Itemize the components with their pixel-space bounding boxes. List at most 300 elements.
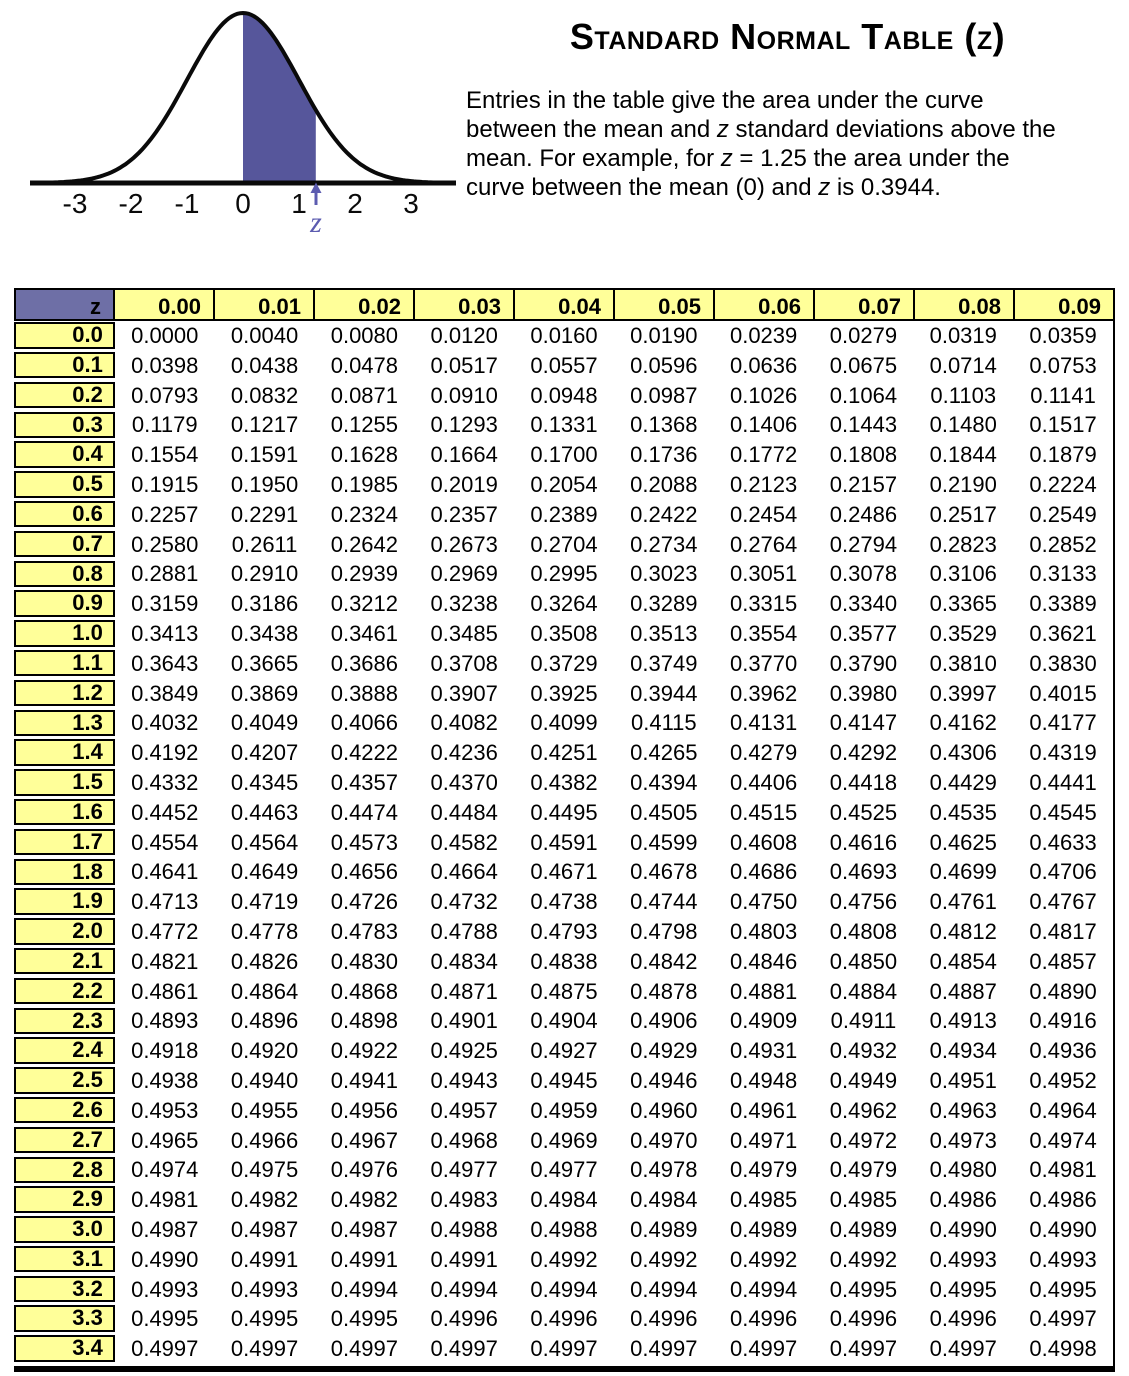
row-header: 2.4 — [14, 1037, 115, 1064]
data-cell: 0.4963 — [929, 1097, 997, 1123]
col-header: 0.08 — [915, 288, 1015, 321]
data-cell: 0.1217 — [230, 412, 299, 438]
data-cell: 0.3962 — [729, 680, 798, 706]
data-cell: 0.4977 — [430, 1157, 498, 1183]
table-row — [14, 947, 1113, 977]
data-cell: 0.4976 — [330, 1157, 399, 1183]
data-cell: 0.0517 — [430, 352, 498, 378]
data-cell: 0.2704 — [530, 531, 598, 557]
data-cell: 0.3529 — [929, 620, 997, 646]
data-cell: 0.4345 — [230, 769, 299, 795]
data-cell: 0.4474 — [330, 799, 399, 825]
data-cell: 0.4997 — [530, 1336, 598, 1362]
data-cell: 0.4846 — [729, 948, 798, 974]
data-cell: 0.4990 — [131, 1246, 199, 1272]
data-cell: 0.4066 — [330, 710, 399, 736]
data-cell: 0.4918 — [131, 1038, 199, 1064]
table-row — [14, 1275, 1113, 1305]
data-cell: 0.2190 — [929, 471, 997, 497]
data-cell: 0.4979 — [729, 1157, 798, 1183]
data-cell: 0.3729 — [530, 650, 598, 676]
data-cell: 0.2580 — [131, 531, 199, 557]
data-cell: 0.4984 — [530, 1187, 598, 1213]
data-cell: 0.4656 — [330, 859, 399, 885]
data-cell: 0.4817 — [1029, 918, 1097, 944]
data-cell: 0.4943 — [430, 1067, 498, 1093]
data-cell: 0.4996 — [929, 1306, 997, 1332]
table-row — [14, 559, 1113, 589]
data-cell: 0.4991 — [330, 1246, 399, 1272]
data-cell: 0.4929 — [630, 1038, 698, 1064]
table-row — [14, 1066, 1113, 1096]
data-cell: 0.4525 — [829, 799, 898, 825]
data-cell: 0.4236 — [430, 740, 498, 766]
data-cell: 0.4984 — [630, 1187, 698, 1213]
data-cell: 0.4861 — [131, 978, 199, 1004]
data-cell: 0.4931 — [729, 1038, 798, 1064]
data-cell: 0.4726 — [330, 889, 399, 915]
data-cell: 0.4842 — [630, 948, 698, 974]
data-cell: 0.1443 — [829, 412, 898, 438]
table-row — [14, 351, 1113, 381]
col-header: 0.09 — [1015, 288, 1115, 321]
z-pointer — [309, 183, 322, 239]
data-cell: 0.2673 — [430, 531, 498, 557]
data-cell: 0.4864 — [230, 978, 299, 1004]
row-header: 2.3 — [14, 1008, 115, 1035]
table-row — [14, 857, 1113, 887]
data-cell: 0.4162 — [929, 710, 997, 736]
data-cell: 0.4990 — [1029, 1216, 1097, 1242]
table-row — [14, 708, 1113, 738]
data-cell: 0.4960 — [630, 1097, 698, 1123]
table-row — [14, 619, 1113, 649]
data-cell: 0.0359 — [1029, 323, 1097, 348]
data-cell: 0.2642 — [330, 531, 399, 557]
data-cell: 0.2291 — [230, 501, 299, 527]
data-cell: 0.0753 — [1029, 352, 1097, 378]
data-cell: 0.4941 — [330, 1067, 399, 1093]
data-cell: 0.4591 — [530, 829, 598, 855]
data-cell: 0.4934 — [929, 1038, 997, 1064]
corner-header-z: z — [14, 288, 115, 321]
data-cell: 0.4429 — [929, 769, 997, 795]
data-cell: 0.3438 — [230, 620, 299, 646]
col-header: 0.02 — [315, 288, 415, 321]
table-row — [14, 887, 1113, 917]
data-cell: 0.4131 — [729, 710, 798, 736]
data-cell: 0.0557 — [530, 352, 598, 378]
data-cell: 0.4761 — [929, 889, 997, 915]
data-cell: 0.4830 — [330, 948, 399, 974]
data-cell: 0.2054 — [530, 471, 598, 497]
data-cell: 0.1879 — [1029, 442, 1097, 468]
data-cell: 0.4991 — [230, 1246, 299, 1272]
data-cell: 0.2517 — [929, 501, 997, 527]
data-cell: 0.3643 — [131, 650, 199, 676]
data-cell: 0.1808 — [829, 442, 898, 468]
z-pointer-label: z — [310, 206, 322, 238]
data-cell: 0.4306 — [929, 740, 997, 766]
data-cell: 0.2910 — [230, 561, 299, 587]
data-cell: 0.0714 — [929, 352, 997, 378]
data-cell: 0.4207 — [230, 740, 299, 766]
table-row — [14, 649, 1113, 679]
data-cell: 0.3238 — [430, 591, 498, 617]
data-cell: 0.4993 — [1029, 1246, 1097, 1272]
description-text: = 1.25 the area under the curve between the mean (0) and — [466, 145, 1010, 201]
data-cell: 0.4744 — [630, 889, 698, 915]
data-cell: 0.3665 — [230, 650, 299, 676]
z-symbol: z — [716, 116, 729, 143]
data-cell: 0.4554 — [131, 829, 199, 855]
z-symbol: z — [720, 145, 733, 172]
data-cell: 0.0871 — [330, 382, 399, 408]
data-cell: 0.0040 — [230, 323, 299, 348]
data-cell: 0.4948 — [729, 1067, 798, 1093]
data-cell: 0.3980 — [829, 680, 898, 706]
data-cell: 0.0675 — [829, 352, 898, 378]
data-cell: 0.4319 — [1029, 740, 1097, 766]
data-cell: 0.4686 — [729, 859, 798, 885]
data-cell: 0.3810 — [929, 650, 997, 676]
data-cell: 0.4798 — [630, 918, 698, 944]
data-cell: 0.4049 — [230, 710, 299, 736]
table-row — [14, 738, 1113, 768]
data-cell: 0.1985 — [330, 471, 399, 497]
data-cell: 0.4997 — [1029, 1306, 1097, 1332]
data-cell: 0.4868 — [330, 978, 399, 1004]
data-cell: 0.4850 — [829, 948, 898, 974]
data-cell: 0.4641 — [131, 859, 199, 885]
data-cell: 0.4997 — [630, 1336, 698, 1362]
data-cell: 0.0279 — [829, 323, 898, 348]
data-cell: 0.4901 — [430, 1008, 498, 1034]
row-header: 0.5 — [14, 471, 115, 498]
data-cell: 0.4982 — [330, 1187, 399, 1213]
data-cell: 0.4922 — [330, 1038, 399, 1064]
data-cell: 0.4992 — [630, 1246, 698, 1272]
data-cell: 0.0190 — [630, 323, 698, 348]
data-cell: 0.3485 — [430, 620, 498, 646]
row-header: 1.2 — [14, 680, 115, 707]
data-cell: 0.4738 — [530, 889, 598, 915]
data-cell: 0.4633 — [1029, 829, 1097, 855]
data-cell: 0.4949 — [829, 1067, 898, 1093]
data-cell: 0.3508 — [530, 620, 598, 646]
data-cell: 0.4986 — [1029, 1187, 1097, 1213]
data-cell: 0.4957 — [430, 1097, 498, 1123]
data-cell: 0.3849 — [131, 680, 199, 706]
data-cell: 0.1844 — [929, 442, 997, 468]
data-cell: 0.4878 — [630, 978, 698, 1004]
row-header: 1.0 — [14, 620, 115, 647]
data-cell: 0.4994 — [729, 1276, 798, 1302]
data-cell: 0.4767 — [1029, 889, 1097, 915]
data-cell: 0.3554 — [729, 620, 798, 646]
data-cell: 0.2389 — [530, 501, 598, 527]
data-cell: 0.3790 — [829, 650, 898, 676]
data-cell: 0.4967 — [330, 1127, 399, 1153]
data-cell: 0.1664 — [430, 442, 498, 468]
axis-tick-label: 0 — [235, 188, 251, 219]
data-cell: 0.3997 — [929, 680, 997, 706]
table-body — [14, 321, 1115, 1372]
axis-tick-label: -3 — [62, 188, 88, 219]
data-cell: 0.4664 — [430, 859, 498, 885]
col-header: 0.03 — [415, 288, 515, 321]
data-cell: 0.3413 — [131, 620, 199, 646]
data-cell: 0.2852 — [1029, 531, 1097, 557]
description-text: Entries in the table give the area under the curve between the mean and — [466, 87, 984, 143]
data-cell: 0.4887 — [929, 978, 997, 1004]
data-cell: 0.4996 — [729, 1306, 798, 1332]
data-cell: 0.3389 — [1029, 591, 1097, 617]
data-cell: 0.4564 — [230, 829, 299, 855]
data-cell: 0.1406 — [729, 412, 798, 438]
data-cell: 0.4987 — [230, 1216, 299, 1242]
table-row — [14, 977, 1113, 1007]
table-row — [14, 589, 1113, 619]
data-cell: 0.0319 — [929, 323, 997, 348]
data-cell: 0.4177 — [1029, 710, 1097, 736]
data-cell: 0.4965 — [131, 1127, 199, 1153]
data-cell: 0.4998 — [1029, 1336, 1097, 1362]
data-cell: 0.4993 — [131, 1276, 199, 1302]
data-cell: 0.4997 — [330, 1336, 399, 1362]
data-cell: 0.4927 — [530, 1038, 598, 1064]
data-cell: 0.4925 — [430, 1038, 498, 1064]
data-cell: 0.4082 — [430, 710, 498, 736]
row-header: 2.8 — [14, 1157, 115, 1184]
data-cell: 0.4970 — [630, 1127, 698, 1153]
data-cell: 0.4418 — [829, 769, 898, 795]
row-header: 2.7 — [14, 1127, 115, 1154]
data-cell: 0.4992 — [530, 1246, 598, 1272]
data-cell: 0.0832 — [230, 382, 299, 408]
data-cell: 0.1255 — [330, 412, 399, 438]
data-cell: 0.4909 — [729, 1008, 798, 1034]
data-cell: 0.4032 — [131, 710, 199, 736]
axis-tick-label: 1 — [291, 188, 307, 219]
row-header: 3.4 — [14, 1335, 115, 1362]
data-cell: 0.4978 — [630, 1157, 698, 1183]
data-cell: 0.4783 — [330, 918, 399, 944]
data-cell: 0.4382 — [530, 769, 598, 795]
axis-tick-label: 3 — [403, 188, 419, 219]
data-cell: 0.4821 — [131, 948, 199, 974]
data-cell: 0.4981 — [131, 1187, 199, 1213]
data-cell: 0.2794 — [829, 531, 898, 557]
data-cell: 0.4974 — [131, 1157, 199, 1183]
data-cell: 0.1368 — [630, 412, 698, 438]
data-cell: 0.4997 — [829, 1336, 898, 1362]
data-cell: 0.4981 — [1029, 1157, 1097, 1183]
data-cell: 0.3051 — [729, 561, 798, 587]
data-cell: 0.4951 — [929, 1067, 997, 1093]
data-cell: 0.4893 — [131, 1008, 199, 1034]
data-cell: 0.4940 — [230, 1067, 299, 1093]
data-cell: 0.0000 — [131, 323, 199, 348]
data-cell: 0.4996 — [530, 1306, 598, 1332]
data-cell: 0.4975 — [230, 1157, 299, 1183]
data-cell: 0.4995 — [829, 1276, 898, 1302]
row-header: 1.3 — [14, 710, 115, 737]
data-cell: 0.1700 — [530, 442, 598, 468]
data-cell: 0.2764 — [729, 531, 798, 557]
data-cell: 0.4906 — [630, 1008, 698, 1034]
data-cell: 0.4969 — [530, 1127, 598, 1153]
row-header: 0.4 — [14, 441, 115, 468]
data-cell: 0.4990 — [929, 1216, 997, 1242]
data-cell: 0.4994 — [530, 1276, 598, 1302]
z-table — [14, 288, 1115, 1372]
data-cell: 0.3365 — [929, 591, 997, 617]
data-cell: 0.4693 — [829, 859, 898, 885]
col-header: 0.07 — [815, 288, 915, 321]
data-cell: 0.4678 — [630, 859, 698, 885]
table-row — [14, 1185, 1113, 1215]
data-cell: 0.0438 — [230, 352, 299, 378]
data-cell: 0.3078 — [829, 561, 898, 587]
data-cell: 0.4980 — [929, 1157, 997, 1183]
data-cell: 0.3830 — [1029, 650, 1097, 676]
normal-curve-figure — [8, 6, 458, 238]
data-cell: 0.4834 — [430, 948, 498, 974]
axis-tick-label: -2 — [118, 188, 144, 219]
description-text: standard deviations above the mean. For example, for — [466, 116, 1056, 172]
data-cell: 0.4535 — [929, 799, 997, 825]
col-header: 0.01 — [215, 288, 315, 321]
axis-tick-label: -1 — [174, 188, 200, 219]
data-cell: 0.4995 — [230, 1306, 299, 1332]
data-cell: 0.4996 — [829, 1306, 898, 1332]
data-cell: 0.4803 — [729, 918, 798, 944]
data-cell: 0.2357 — [430, 501, 498, 527]
col-header: 0.04 — [515, 288, 615, 321]
data-cell: 0.4989 — [630, 1216, 698, 1242]
data-cell: 0.4987 — [330, 1216, 399, 1242]
data-cell: 0.1480 — [929, 412, 997, 438]
data-cell: 0.4898 — [330, 1008, 399, 1034]
row-header: 2.0 — [14, 918, 115, 945]
data-cell: 0.4838 — [530, 948, 598, 974]
data-cell: 0.4989 — [729, 1216, 798, 1242]
row-header: 0.8 — [14, 561, 115, 588]
row-header: 1.4 — [14, 739, 115, 766]
data-cell: 0.4871 — [430, 978, 498, 1004]
data-cell: 0.3708 — [430, 650, 498, 676]
data-cell: 0.4913 — [929, 1008, 997, 1034]
row-header: 3.1 — [14, 1246, 115, 1273]
data-cell: 0.2995 — [530, 561, 598, 587]
data-cell: 0.0596 — [630, 352, 698, 378]
data-cell: 0.4997 — [929, 1336, 997, 1362]
data-cell: 0.2224 — [1029, 471, 1097, 497]
data-cell: 0.4808 — [829, 918, 898, 944]
data-cell: 0.1554 — [131, 442, 199, 468]
data-cell: 0.4896 — [230, 1008, 299, 1034]
row-header: 3.2 — [14, 1276, 115, 1303]
data-cell: 0.2123 — [729, 471, 798, 497]
data-cell: 0.4992 — [729, 1246, 798, 1272]
table-row — [14, 679, 1113, 709]
data-cell: 0.4881 — [729, 978, 798, 1004]
data-cell: 0.3577 — [829, 620, 898, 646]
data-cell: 0.1331 — [530, 412, 598, 438]
data-cell: 0.4997 — [729, 1336, 798, 1362]
data-cell: 0.3888 — [330, 680, 399, 706]
table-row — [14, 1126, 1113, 1156]
table-row — [14, 1304, 1113, 1334]
row-header: 2.5 — [14, 1067, 115, 1094]
data-cell: 0.4982 — [230, 1187, 299, 1213]
data-cell: 0.2324 — [330, 501, 399, 527]
shaded-area — [243, 13, 316, 183]
data-cell: 0.4956 — [330, 1097, 399, 1123]
data-cell: 0.4222 — [330, 740, 399, 766]
data-cell: 0.4995 — [929, 1276, 997, 1302]
row-header: 0.1 — [14, 352, 115, 379]
data-cell: 0.4857 — [1029, 948, 1097, 974]
data-cell: 0.4993 — [929, 1246, 997, 1272]
data-cell: 0.3749 — [630, 650, 698, 676]
data-cell: 0.4968 — [430, 1127, 498, 1153]
data-cell: 0.2019 — [430, 471, 498, 497]
data-cell: 0.2549 — [1029, 501, 1097, 527]
data-cell: 0.4953 — [131, 1097, 199, 1123]
data-cell: 0.4994 — [630, 1276, 698, 1302]
data-cell: 0.4812 — [929, 918, 997, 944]
data-cell: 0.4983 — [430, 1187, 498, 1213]
data-cell: 0.1772 — [729, 442, 798, 468]
data-cell: 0.3686 — [330, 650, 399, 676]
row-header: 0.7 — [14, 531, 115, 558]
row-header: 1.8 — [14, 859, 115, 886]
data-cell: 0.4996 — [630, 1306, 698, 1332]
data-cell: 0.4292 — [829, 740, 898, 766]
data-cell: 0.4988 — [530, 1216, 598, 1242]
data-cell: 0.4932 — [829, 1038, 898, 1064]
data-cell: 0.1026 — [729, 382, 798, 408]
axis-tick-labels — [63, 188, 419, 219]
table-row — [14, 798, 1113, 828]
data-cell: 0.1950 — [230, 471, 299, 497]
data-cell: 0.4545 — [1029, 799, 1097, 825]
data-cell: 0.4732 — [430, 889, 498, 915]
table-row — [14, 530, 1113, 560]
data-cell: 0.1103 — [930, 382, 997, 408]
data-cell: 0.4756 — [829, 889, 898, 915]
data-cell: 0.4719 — [230, 889, 299, 915]
data-cell: 0.4279 — [729, 740, 798, 766]
data-cell: 0.3315 — [729, 591, 798, 617]
data-cell: 0.4945 — [530, 1067, 598, 1093]
data-cell: 0.4997 — [131, 1336, 199, 1362]
row-header: 3.0 — [14, 1216, 115, 1243]
table-row — [14, 321, 1113, 351]
data-cell: 0.4099 — [530, 710, 598, 736]
data-cell: 0.4989 — [829, 1216, 898, 1242]
data-cell: 0.1293 — [430, 412, 498, 438]
z-symbol: z — [818, 174, 831, 201]
data-cell: 0.4463 — [230, 799, 299, 825]
data-cell: 0.3106 — [929, 561, 997, 587]
data-cell: 0.4992 — [829, 1246, 898, 1272]
data-cell: 0.4750 — [729, 889, 798, 915]
data-cell: 0.4959 — [530, 1097, 598, 1123]
data-cell: 0.4995 — [330, 1306, 399, 1332]
